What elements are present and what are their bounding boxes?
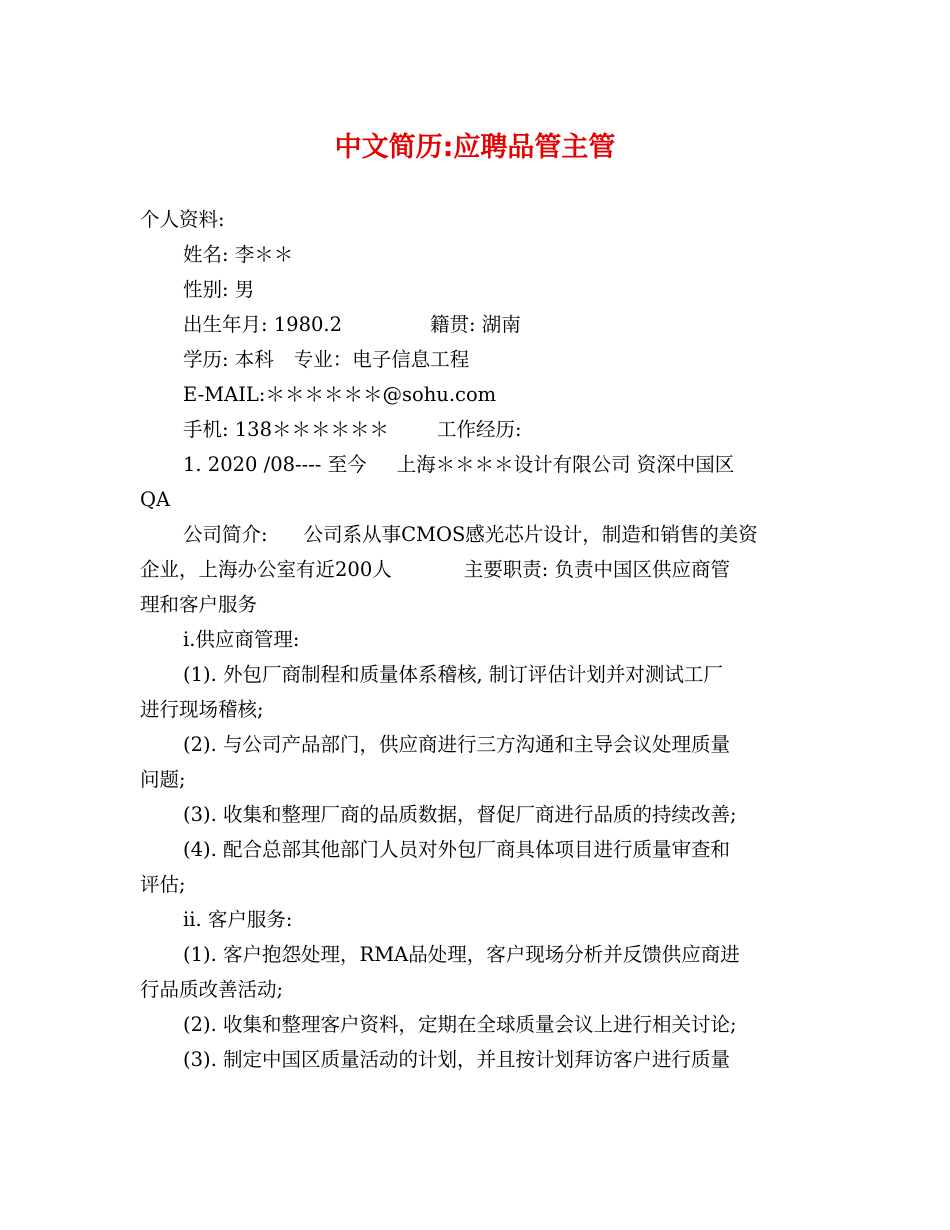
field-education: 学历: 本科: [183, 348, 274, 371]
company-intro-label: 公司简介:: [183, 523, 268, 546]
field-phone: 手机: 138＊＊＊＊＊＊: [183, 418, 389, 441]
customer-item-2: (2). 收集和整理客户资料，定期在全球质量会议上进行相关讨论;: [183, 1013, 737, 1036]
duties-line-cont: 理和客户服务: [140, 593, 258, 616]
section-personal-heading: 个人资料:: [140, 208, 225, 231]
duties-line: 主要职责: 负责中国区供应商管: [463, 558, 731, 581]
row-birth-hometown: [140, 307, 812, 342]
field-major: 专业：电子信息工程: [293, 348, 470, 371]
field-name: 姓名: 李＊＊: [183, 243, 294, 266]
job1-company: 上海＊＊＊＊设计有限公司 资深中国区: [396, 453, 735, 476]
subsection-customer: ii. 客户服务:: [183, 908, 293, 931]
company-intro-line1: 公司系从事CMOS感光芯片设计，制造和销售的美资: [303, 523, 758, 546]
supplier-item-4: (4). 配合总部其他部门人员对外包厂商具体项目进行质量审查和: [183, 838, 731, 861]
field-birth: 出生年月: 1980.2: [183, 313, 342, 336]
field-hometown: 籍贯: 湖南: [430, 313, 521, 336]
field-gender: 性别: 男: [183, 278, 255, 301]
work-history-heading: 工作经历:: [437, 418, 522, 441]
supplier-item-1-cont: 进行现场稽核;: [140, 698, 264, 721]
page-title: 中文简历:应聘品管主管: [334, 132, 616, 163]
row-education-major: [140, 342, 812, 377]
company-intro-line2: 企业，上海办公室有近200人: [140, 558, 392, 581]
supplier-item-1: (1). 外包厂商制程和质量体系稽核, 制订评估计划并对测试工厂: [183, 663, 723, 686]
resume-body: [140, 202, 812, 1077]
supplier-item-4-cont: 评估;: [140, 873, 186, 896]
subsection-supplier: i.供应商管理:: [183, 628, 300, 651]
job1-title-cont: QA: [140, 488, 171, 511]
customer-item-1-cont: 行品质改善活动;: [140, 978, 284, 1001]
customer-item-3: (3). 制定中国区质量活动的计划，并且按计划拜访客户进行质量: [183, 1048, 731, 1071]
row-phone-work: [140, 412, 812, 447]
customer-item-1: (1). 客户抱怨处理，RMA品处理，客户现场分析并反馈供应商进: [183, 943, 740, 966]
row-intro-duties: [140, 552, 812, 587]
supplier-item-2-cont: 问题;: [140, 768, 186, 791]
row-company-intro: [140, 517, 812, 552]
job1-period: 1. 2020 /08---- 至今: [183, 453, 367, 476]
field-email: E-MAIL:＊＊＊＊＊＊@sohu.com: [183, 383, 497, 406]
supplier-item-2: (2). 与公司产品部门，供应商进行三方沟通和主导会议处理质量: [183, 733, 731, 756]
supplier-item-3: (3). 收集和整理厂商的品质数据，督促厂商进行品质的持续改善;: [183, 803, 737, 826]
row-job1: [140, 447, 812, 482]
